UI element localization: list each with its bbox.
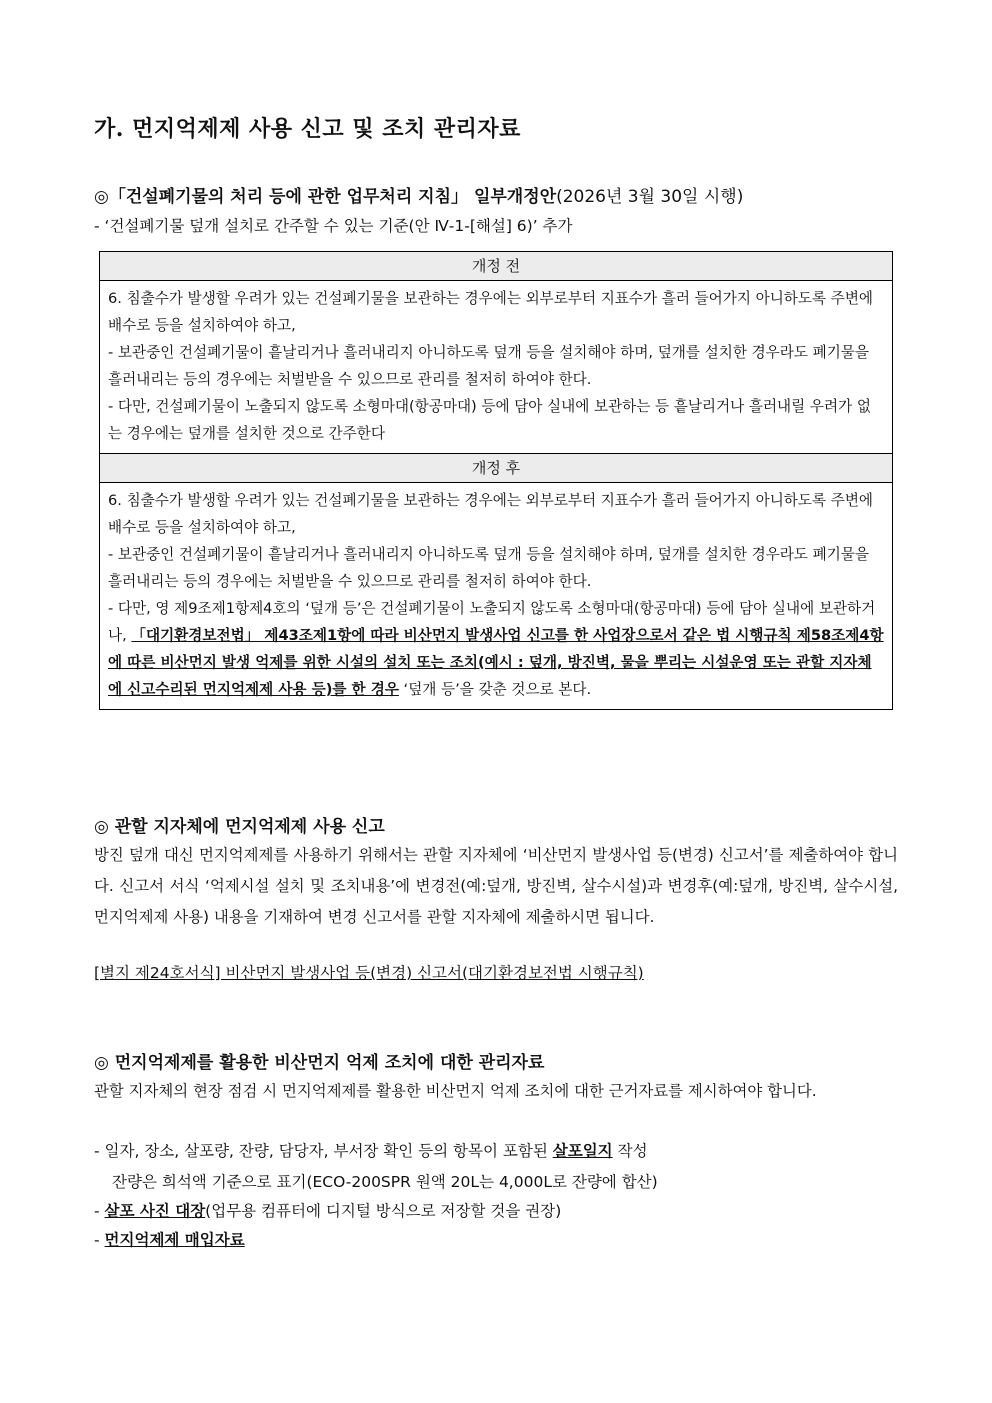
section3-item-1: - 일자, 장소, 살포량, 잔량, 담당자, 부서장 확인 등의 항목이 포함된 살포일지 작성 (94, 1141, 648, 1160)
before-content (100, 281, 893, 454)
section3-item-1-note: 잔량은 희석액 기준으로 표기(ECO-200SPR 원액 20L는 4,000L로 잔량에 합산) (112, 1173, 658, 1191)
section1-title-bold: ◎「건설폐기물의 처리 등에 관한 업무처리 지침」 일부개정안 (94, 187, 557, 207)
section1-title (94, 182, 743, 207)
after-text-3c: ‘덮개 등’을 갖춘 것으로 본다. (398, 681, 592, 698)
page-title: 가. 먼지억제제 사용 신고 및 조치 관리자료 (94, 116, 521, 142)
before-text-3: - 다만, 건설폐기물이 노출되지 않도록 소형마대(항공마대) 등에 담아 실내에 보관하는 등 흩날리거나 흘러내릴 우려가 없는 경우에는 덮개를 설치한 것으로 간주한다 (108, 398, 871, 442)
after-content (100, 483, 893, 710)
after-header: 개정 후 (100, 454, 893, 483)
before-text-2: - 보관중인 건설폐기물이 흩날리거나 흘러내리지 아니하도록 덮개 등을 설치해야 하며, 덮개를 설치한 경우라도 폐기물을 흘러내리는 등의 경우에는 처벌받을 수 있으므로 관리를 철저히 하여야 한다. (108, 344, 869, 388)
section3-item-3: - 먼지억제제 매입자료 (94, 1230, 245, 1249)
section2-body: 방진 덮개 대신 먼지억제제를 사용하기 위해서는 관할 지자체에 ‘비산먼지 발생사업 등(변경) 신고서’를 제출하여야 합니다. 신고서 서식 ‘억제시설 설치 및 조치내용’에 변경전(예:덮개, 방진벽, 살수시설)과 변경후(예:덮개, 방진벽, 살수시설, 먼지억제제 사용) 내용을 기재하여 변경 신고서를 관할 지자체에 제출하시면 됩니다. (94, 846, 898, 926)
section2-title: ◎ 관할 지자체에 먼지억제제 사용 신고 (94, 817, 385, 837)
before-header: 개정 전 (100, 252, 893, 281)
after-text-3b-emphasis: 「대기환경보전법」 제43조제1항에 따라 비산먼지 발생사업 신고를 한 사업장으로서 같은 법 시행규칙 제58조제4항에 따른 비산먼지 발생 억제를 위한 시설의 설치 또는 조치(예시 : 덮개, 방진벽, 물을 뿌리는 시설운영 또는 관할 지자체에 신고수리된 먼지억제제 사용 등)를 한 경우 (108, 627, 884, 698)
revision-table (99, 251, 893, 710)
before-text-1: 6. 침출수가 발생할 우려가 있는 건설폐기물을 보관하는 경우에는 외부로부터 지표수가 흘러 들어가지 아니하도록 주변에 배수로 등을 설치하여야 하고, (108, 290, 874, 334)
section3-body: 관할 지자체의 현장 점검 시 먼지억제제를 활용한 비산먼지 억제 조치에 대한 근거자료를 제시하여야 합니다. (94, 1082, 817, 1100)
section1-subtitle: - ‘건설폐기물 덮개 설치로 간주할 수 있는 기준(안 Ⅳ-1-[해설] 6)’ 추가 (94, 217, 573, 235)
spray-photo-label: 살포 사진 대장 (104, 1201, 206, 1220)
section2-reference: [별지 제24호서식] 비산먼지 발생사업 등(변경) 신고서(대기환경보전법 시행규칙) (94, 964, 644, 982)
after-text-1: 6. 침출수가 발생할 우려가 있는 건설폐기물을 보관하는 경우에는 외부로부터 지표수가 흘러 들어가지 아니하도록 주변에 배수로 등을 설치하여야 하고, (108, 492, 874, 536)
spray-log-label: 살포일지 (552, 1141, 613, 1160)
section3-item-2: - 살포 사진 대장(업무용 컴퓨터에 디지털 방식으로 저장할 것을 권장) (94, 1201, 562, 1220)
section3-title: ◎ 먼지억제제를 활용한 비산먼지 억제 조치에 대한 관리자료 (94, 1053, 545, 1073)
after-text-3a: - 다만, 영 제9조제1항제4호의 ‘덮개 등’은 건설폐기물이 노출되지 않도록 소형마대(항공마대) 등에 담아 실내에 보관하거나, (108, 600, 876, 644)
section1-title-date: (2026년 3월 30일 시행) (556, 187, 744, 207)
after-text-3 (108, 595, 884, 703)
purchase-record-label: 먼지억제제 매입자료 (104, 1230, 245, 1249)
after-text-2: - 보관중인 건설폐기물이 흩날리거나 흘러내리지 아니하도록 덮개 등을 설치해야 하며, 덮개를 설치한 경우라도 폐기물을 흘러내리는 등의 경우에는 처벌받을 수 있으므로 관리를 철저히 하여야 한다. (108, 546, 869, 590)
